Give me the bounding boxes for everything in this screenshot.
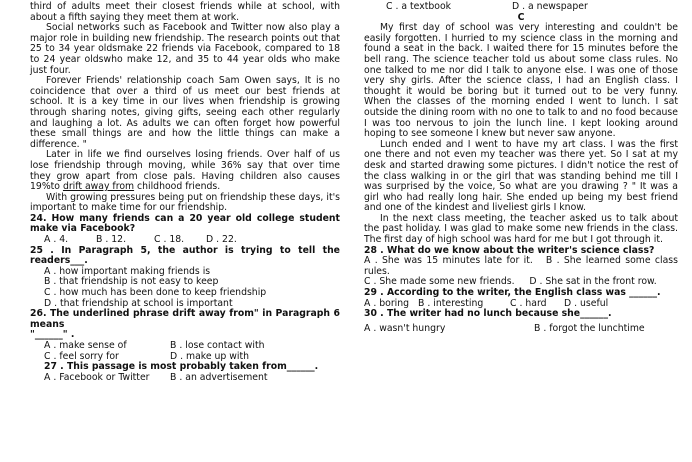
question-28: 28 . What do we know about the writer's science class? bbox=[364, 244, 655, 256]
option: B . an advertisement bbox=[170, 371, 268, 383]
option: D . a newspaper bbox=[512, 1, 588, 12]
question-26-blank: "______" . bbox=[30, 329, 75, 341]
option: C . how much has been done to keep friendship bbox=[44, 287, 267, 299]
question-25: 25 . In Paragraph 5, the author is trying to tell the readers___. bbox=[30, 244, 340, 267]
question-26: 26. The underlined phrase drift away from" in Paragraph 6 means bbox=[30, 308, 340, 330]
question-29: 29 . According to the writer, the English class was ______. bbox=[364, 287, 661, 299]
paragraph-text: Later in life we find ourselves losing friends. Over half of us lose friendship through moving, while 36% say that over time they grow apart from close pals. Having children also causes 19%to bbox=[30, 149, 340, 193]
option: A . Facebook or Twitter bbox=[44, 371, 150, 383]
question-30: 30 . The writer had no lunch because she______. bbox=[364, 308, 612, 320]
question-27: 27 . This passage is most probably taken from______. bbox=[44, 361, 319, 373]
passage-b-paragraph: Social networks such as Facebook and Twitter now also play a major role in building new friendship. The research points out that 25 to 34 year oldsmake 22 friends via Facebook, compared to 18 to 24 year oldswho make 12, and 35 to 44 year olds who make just four. bbox=[30, 22, 340, 76]
option: D . 22. bbox=[206, 234, 237, 246]
option: C . a textbook bbox=[386, 1, 452, 12]
passage-c-paragraph: Lunch ended and I went to have my art class. I was the first one there and not even my teacher was there yet. So I sat at my desk and started drawing some pictures. I didn't notice the rest of the class walking in or the girl that was standing behind me till I was surprised by the voice, So what are you drawing ? " It was a girl who had really long hair. She ended up being my best friend and one of the kindest and liveliest girls I know. bbox=[364, 138, 678, 214]
option: B . interesting bbox=[418, 297, 484, 309]
option: A . how important making friends is bbox=[44, 265, 211, 277]
passage-c-paragraph: My first day of school was very interesting and couldn't be easily forgotten. I hurried to my science class in the morning and found a seat in the back. I waited there for 15 minutes before the bell rang. The science teacher told us about some class rules. No one talked to me nor did I talk to anyone else. I was one of those very shy girls. After the science class, I had an English class. I thought it would be boring but it turned out to be very funny. When the classes of the morning ended I went to lunch. I sat outside the dining room with no one to talk to and no food because I was too nervous to join the lunch line. I kept looking around hoping to see someone I knew but never saw anyone. bbox=[364, 22, 678, 140]
option: D . useful bbox=[564, 297, 609, 309]
option: A . 4. bbox=[44, 234, 69, 246]
option: B . forgot the lunchtime bbox=[534, 322, 645, 334]
question-30-options bbox=[364, 324, 678, 335]
option: D . She sat in the front row. bbox=[529, 276, 657, 288]
option: D . make up with bbox=[170, 350, 249, 362]
option: A . boring bbox=[364, 297, 410, 309]
passage-b-paragraph: third of adults meet their closest friends while at school, with about a fifth saying they meet them at work. bbox=[30, 1, 340, 23]
question-27-options-continued bbox=[364, 2, 678, 13]
passage-b-paragraph: With growing pressures being put on friendship these days, it's important to make time for our friendship. bbox=[30, 191, 340, 214]
passage-b-paragraph bbox=[30, 150, 340, 192]
right-column bbox=[364, 2, 678, 334]
paragraph-text: childhood friends. bbox=[134, 181, 221, 193]
option: B . lose contact with bbox=[170, 340, 265, 351]
question-24: 24. How many friends can a 20 year old college student make via Facebook? bbox=[30, 212, 340, 235]
option-pair bbox=[364, 256, 678, 277]
option: C . 18. bbox=[154, 234, 185, 246]
option: B . She learned some class rules. bbox=[364, 255, 678, 277]
passage-b-paragraph: Forever Friends' relationship coach Sam Owen says, It is no coincidence that over a third of us meet our best friends at school. It is a key time in our lives when friendship is growing through sharing notes, giving gifts, seeing each other regularly and laughing a lot. As adults we can often forget how powerful these small things are and how the little things can make a difference. " bbox=[30, 75, 340, 150]
section-heading: C bbox=[517, 11, 525, 23]
option: A . wasn't hungry bbox=[364, 322, 446, 334]
option: B . that friendship is not easy to keep bbox=[44, 276, 219, 288]
option: C . feel sorry for bbox=[44, 350, 119, 362]
passage-c-paragraph: In the next class meeting, the teacher asked us to talk about the past holiday. I was glad to make some new friends in the class. The first day of high school was hard for me but I got through it. bbox=[364, 212, 678, 246]
question-26-options bbox=[30, 341, 340, 352]
question-27-options bbox=[30, 373, 340, 384]
option: C . hard bbox=[510, 297, 547, 309]
option: C . She made some new friends. bbox=[364, 276, 515, 288]
option: A . She was 15 minutes late for it. bbox=[364, 255, 533, 267]
option: A . make sense of bbox=[44, 340, 127, 351]
option: B . 12. bbox=[96, 234, 127, 246]
left-column bbox=[30, 2, 340, 383]
option: D . that friendship at school is important bbox=[44, 297, 233, 309]
underlined-phrase: drift away from bbox=[62, 181, 135, 193]
